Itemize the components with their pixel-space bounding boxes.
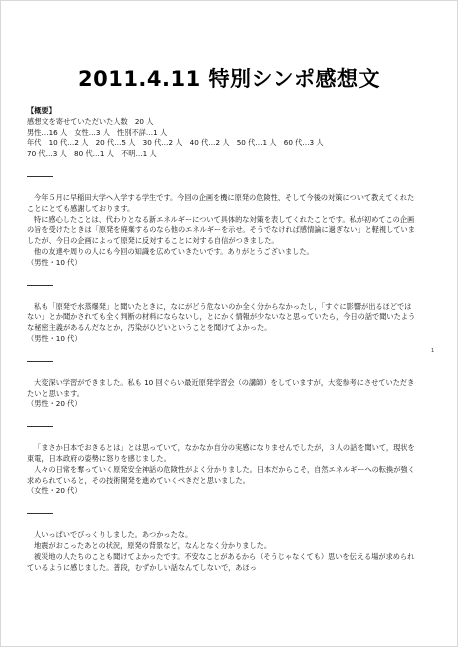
comment-entry [27, 443, 417, 497]
section-divider [27, 361, 53, 362]
overview-section [27, 106, 417, 160]
comment-paragraph: 人々の日常を奪っていく原発安全神話の危険性がよく分かりました。日本だからこそ，自然エネルギーへの転換が強く求められていると，その技術開発を進めていくべきだと思いました。 [27, 464, 415, 485]
comment-entry [27, 530, 417, 573]
comment-entry [27, 378, 417, 410]
comment-paragraph: 今年５月に早稲田大学へ入学する学生です。今回の企画を機に原発の危険性、そして今後の対策について教えてくれたことにとても感謝しております。 [27, 192, 415, 213]
section-divider [27, 513, 53, 514]
comment-paragraph: 人いっぱいでびっくりしました。あつかったな。 [34, 530, 193, 540]
comment-paragraph: 被災地の人たちのことも聞けてよかったです。不安なことがあるから（そうじゃなくても）思いを伝える場が求められているように感じました。普段，むずかしい話なんてしないで，あほっ [27, 551, 415, 572]
margin-note-marker: 1 [431, 348, 435, 354]
section-divider [27, 285, 53, 286]
overview-line: 年代 10 代…2 人 20 代…5 人 30 代…2 人 40 代…2 人 50 代…1 人 60 代…3 人 [27, 138, 324, 148]
comment-paragraph: 他の友達や周りの人にも今回の知識を広めていきたいです。ありがとうございました。 [34, 246, 314, 256]
comment-attribution: （女性・20 代） [27, 486, 82, 496]
comment-entry [27, 302, 417, 345]
comment-attribution: （男性・10 代） [27, 333, 82, 343]
comment-paragraph: 私も「原発で水蒸爆発」と聞いたときに，なにがどう危ないのか全く分からなかったし，「すぐに影響が出るほどではない」とか聞かされても全く判断の材料にならないし，とにかく情報が少ないなと思っていたら，今日の話で聞いたような秘密主義があるんだなとか，汚染がひどいということを聞けてよかった。 [27, 301, 416, 333]
comment-paragraph: 大変深い学習ができました。私も 10 回ぐらい最近原発学習会（の講師）をしていますが，大変参考にさせていただきたいと思います。 [27, 377, 415, 398]
comment-paragraph: 「まさか日本でおきるとは」とは思っていて，なかなか自分の実感になりませんでしたが，３人の話を聞いて，現状を東電，日本政府の姿勢に怒りを感じました。 [27, 443, 415, 463]
overview-line: 男性…16 人 女性…3 人 性別不詳…1 人 [27, 127, 168, 137]
comment-paragraph: 地震がおこったあとの状況，原発の背景など，なんとなく分かりました。 [34, 540, 272, 550]
document-body [27, 106, 417, 573]
overview-heading: 【概要】 [27, 106, 56, 115]
comment-paragraph: 特に感心したことは、代わりとなる新エネルギーについて具体的な対策を表してくれたことです。私が初めてこの企画の旨を受けたときは「原発を廃棄するのなら他のエネルギーを示せ。そうでなければ感情論に過ぎない」と軽視していましたが、今日の企画によって原発に反対することに対する自信がつきました。 [27, 214, 415, 246]
overview-line: 感想文を寄せていただいた人数 20 人 [27, 116, 154, 126]
comment-attribution: （男性・10 代） [27, 257, 82, 267]
comment-entry [27, 193, 417, 269]
section-divider [27, 426, 53, 427]
section-divider [27, 176, 53, 177]
comment-attribution: （男性・20 代） [27, 399, 82, 409]
document-title: 2011.4.11 特別シンポ感想文 [77, 67, 381, 91]
overview-line: 70 代…3 人 80 代…1 人 不明…1 人 [27, 149, 157, 159]
